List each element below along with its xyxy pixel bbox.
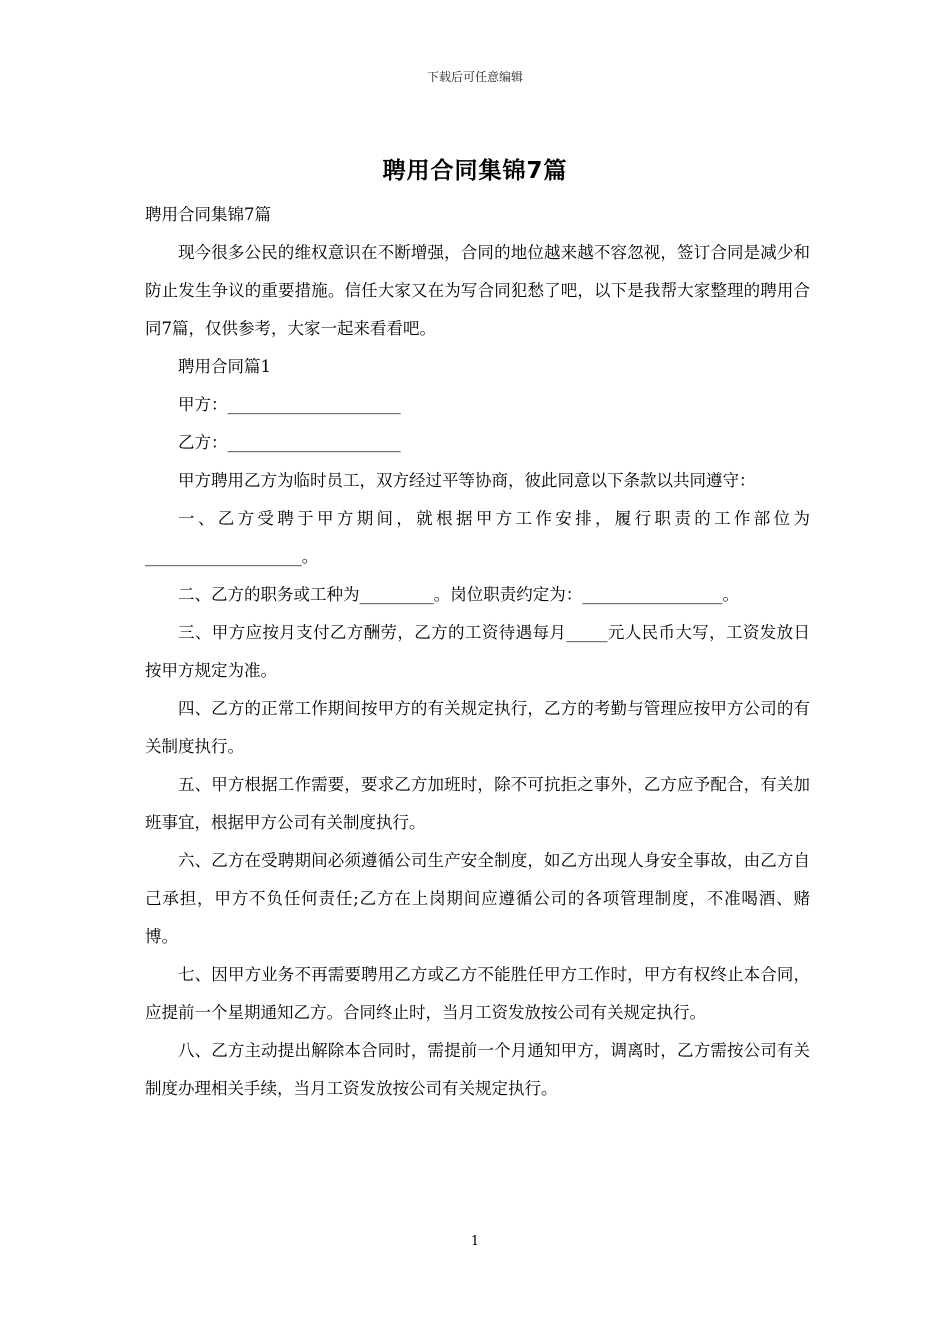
document-title: 聘用合同集锦7篇: [382, 158, 568, 184]
header-note: 下载后可任意编辑: [426, 70, 523, 84]
party-a-line: 甲方：_____________________: [178, 395, 401, 414]
clause-2: 二、乙方的职务或工种为_________。岗位职责约定为：_________________。: [178, 585, 739, 604]
clause-3: 三、甲方应按月支付乙方酬劳，乙方的工资待遇每月_____元人民币大写，工资发放日按甲方规定为准。: [145, 623, 810, 680]
preamble-paragraph: 甲方聘用乙方为临时员工，双方经过平等协商，彼此同意以下条款以共同遵守：: [178, 471, 756, 490]
clause-4: 四、乙方的正常工作期间按甲方的有关规定执行，乙方的考勤与管理应按甲方公司的有关制度执行。: [145, 699, 810, 756]
clause-6: 六、乙方在受聘期间必须遵循公司生产安全制度，如乙方出现人身安全事故，由乙方自己承担，甲方不负任何责任;乙方在上岗期间应遵循公司的各项管理制度，不准喝酒、赌博。: [145, 851, 810, 946]
party-b-line: 乙方：_____________________: [178, 433, 401, 452]
clause-8: 八、乙方主动提出解除本合同时，需提前一个月通知甲方，调离时，乙方需按公司有关制度办理相关手续，当月工资发放按公司有关规定执行。: [145, 1041, 810, 1098]
document-body: [145, 196, 810, 1108]
intro-paragraph: 现今很多公民的维权意识在不断增强，合同的地位越来越不容忽视，签订合同是减少和防止发生争议的重要措施。信任大家又在为写合同犯愁了吧，以下是我帮大家整理的聘用合同7篇，仅供参考，大家一起来看看吧。: [145, 243, 810, 338]
page-number: 1: [470, 1234, 480, 1249]
section-heading: 聘用合同篇1: [178, 357, 271, 376]
clause-7: 七、因甲方业务不再需要聘用乙方或乙方不能胜任甲方工作时，甲方有权终止本合同，应提前一个星期通知乙方。合同终止时，当月工资发放按公司有关规定执行。: [145, 965, 810, 1022]
clause-5: 五、甲方根据工作需要，要求乙方加班时，除不可抗拒之事外，乙方应予配合，有关加班事宜，根据甲方公司有关制度执行。: [145, 775, 810, 832]
clause-1: 一、乙方受聘于甲方期间，就根据甲方工作安排，履行职责的工作部位为___________________。: [145, 509, 810, 566]
subtitle-paragraph: 聘用合同集锦7篇: [145, 205, 271, 224]
